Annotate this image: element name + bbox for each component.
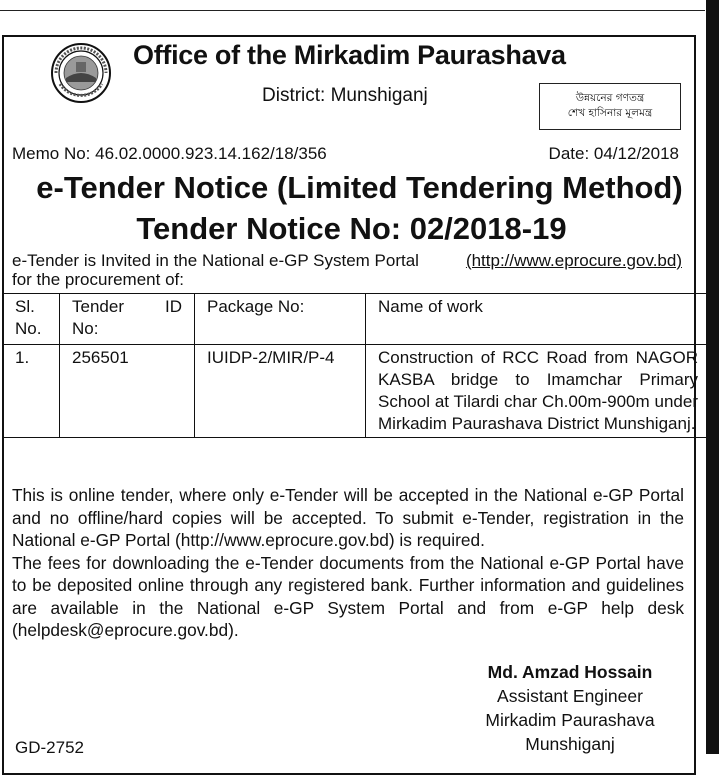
cell-tender-id: 256501 xyxy=(60,345,195,438)
header-package: Package No: xyxy=(195,294,366,345)
cell-work: Construction of RCC Road from NAGOR KASBA bridge to Imamchar Primary School at Tilardi char Ch.00m-900m under Mirkadim Paurashava District Munshiganj. xyxy=(366,345,711,438)
header-no-word: No: xyxy=(72,319,99,338)
intro-paragraph xyxy=(12,251,692,289)
header-sl-line-2: No. xyxy=(15,319,42,338)
gd-number: GD-2752 xyxy=(15,738,84,757)
signatory-place: Munshiganj xyxy=(525,734,615,754)
tender-notice-number: Tender Notice No: 02/2018-19 xyxy=(136,211,567,246)
slogan-line-2: শেখ হাসিনার মূলমন্ত্র xyxy=(567,107,653,119)
tender-instructions xyxy=(12,484,684,642)
office-title: Office of the Mirkadim Paurashava xyxy=(133,40,566,70)
notice-date: Date: 04/12/2018 xyxy=(548,144,679,163)
tender-table xyxy=(2,293,711,438)
notice-title: e-Tender Notice (Limited Tendering Method) xyxy=(36,170,683,205)
intro-text: e-Tender is Invited in the National e-GP System Portal xyxy=(12,251,419,270)
memo-number: Memo No: 46.02.0000.923.14.162/18/356 xyxy=(12,144,327,163)
paurashava-seal-icon xyxy=(50,42,112,104)
table-row xyxy=(3,345,711,438)
header-tender-id xyxy=(60,294,195,345)
header-id-word: ID xyxy=(165,297,182,316)
signatory-designation: Assistant Engineer xyxy=(497,686,643,706)
top-rule xyxy=(0,10,705,11)
header-sl xyxy=(3,294,60,345)
cell-package: IUIDP-2/MIR/P-4 xyxy=(195,345,366,438)
online-tender-paragraph: This is online tender, where only e-Tender will be accepted in the National e-GP Portal and no offline/hard copies will be accepted. To submit e-Tender, registration in the National e-GP Portal (http://www.eprocure.gov.bd) is required. xyxy=(12,485,684,550)
header-work: Name of work xyxy=(366,294,711,345)
signature-block xyxy=(470,660,670,756)
cell-sl: 1. xyxy=(3,345,60,438)
header-sl-line-1: Sl. xyxy=(15,297,35,316)
district-line: District: Munshiganj xyxy=(262,85,428,106)
table-header-row xyxy=(3,294,711,345)
fees-paragraph: The fees for downloading the e-Tender documents from the National e-GP Portal have to be deposited online through any registered bank. Further information and guidelines are available in the National e-GP System Portal and from e-GP help desk (helpdesk@eprocure.gov.bd). xyxy=(12,552,684,640)
signatory-name: Md. Amzad Hossain xyxy=(487,662,653,682)
slogan-line-1: উন্নয়নের গণতন্ত্র xyxy=(575,92,645,104)
signatory-office: Mirkadim Paurashava xyxy=(485,710,655,730)
slogan-box xyxy=(539,83,681,130)
eprocure-link[interactable]: (http://www.eprocure.gov.bd) xyxy=(465,251,682,270)
intro-text-2: for the procurement of: xyxy=(12,270,184,289)
header-tender-word: Tender xyxy=(72,297,124,316)
